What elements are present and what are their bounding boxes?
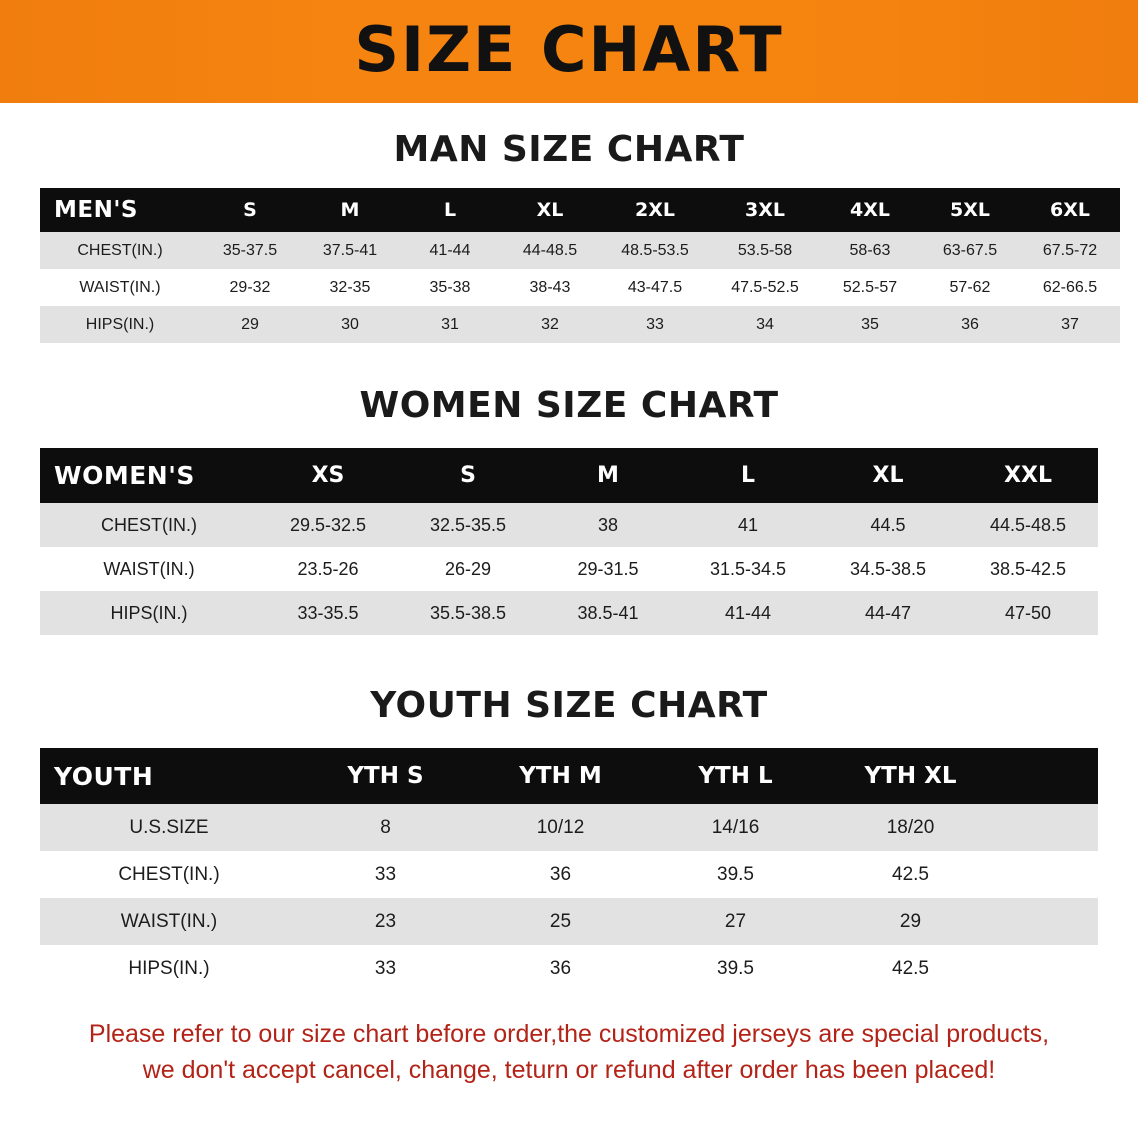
table-row xyxy=(40,306,1120,343)
table-cell: 44.5 xyxy=(818,503,958,547)
table-cell: 35 xyxy=(820,306,920,343)
table-cell: 31.5-34.5 xyxy=(678,547,818,591)
column-header-spacer xyxy=(998,748,1098,804)
column-header: XL xyxy=(818,448,958,503)
table-cell: 62-66.5 xyxy=(1020,269,1120,306)
table-cell: 53.5-58 xyxy=(710,232,820,269)
man-section-heading: MAN SIZE CHART xyxy=(393,129,745,170)
women-size-table-wrapper xyxy=(40,448,1098,635)
table-cell: 29 xyxy=(200,306,300,343)
table-cell: 23 xyxy=(298,898,473,945)
table-cell-spacer xyxy=(998,898,1098,945)
table-cell: 33 xyxy=(600,306,710,343)
table-cell: 36 xyxy=(473,851,648,898)
table-cell: 41-44 xyxy=(400,232,500,269)
table-cell: 58-63 xyxy=(820,232,920,269)
table-cell: 57-62 xyxy=(920,269,1020,306)
table-cell: 44.5-48.5 xyxy=(958,503,1098,547)
table-cell: 10/12 xyxy=(473,804,648,851)
table-cell-spacer xyxy=(998,851,1098,898)
youth-size-table xyxy=(40,748,1098,992)
table-cell-spacer xyxy=(998,945,1098,992)
column-header: WOMEN'S xyxy=(40,448,258,503)
column-header: 2XL xyxy=(600,188,710,232)
table-cell: 39.5 xyxy=(648,945,823,992)
table-row xyxy=(40,591,1098,635)
women-size-table xyxy=(40,448,1098,635)
youth-section-heading: YOUTH SIZE CHART xyxy=(370,685,768,726)
table-row xyxy=(40,945,1098,992)
column-header: 5XL xyxy=(920,188,1020,232)
table-cell: 52.5-57 xyxy=(820,269,920,306)
table-cell-spacer xyxy=(998,804,1098,851)
table-cell: 26-29 xyxy=(398,547,538,591)
column-header: S xyxy=(200,188,300,232)
table-row xyxy=(40,503,1098,547)
column-header: XL xyxy=(500,188,600,232)
table-header-row xyxy=(40,748,1098,804)
column-header: YTH XL xyxy=(823,748,998,804)
column-header: XS xyxy=(258,448,398,503)
man-size-table xyxy=(40,188,1120,343)
disclaimer-line-2: we don't accept cancel, change, teturn or refund after order has been placed! xyxy=(142,1056,996,1085)
man-size-table-wrapper xyxy=(40,188,1098,343)
table-cell: 47.5-52.5 xyxy=(710,269,820,306)
column-header: M xyxy=(538,448,678,503)
table-cell: 41-44 xyxy=(678,591,818,635)
table-cell: 44-47 xyxy=(818,591,958,635)
table-cell: 32 xyxy=(500,306,600,343)
table-cell: 38.5-41 xyxy=(538,591,678,635)
table-cell: 14/16 xyxy=(648,804,823,851)
column-header: 4XL xyxy=(820,188,920,232)
table-cell: 34.5-38.5 xyxy=(818,547,958,591)
table-row xyxy=(40,804,1098,851)
table-row xyxy=(40,547,1098,591)
table-cell: 63-67.5 xyxy=(920,232,1020,269)
table-cell: 39.5 xyxy=(648,851,823,898)
row-label: CHEST(IN.) xyxy=(40,851,298,898)
table-cell: 38.5-42.5 xyxy=(958,547,1098,591)
table-header-row xyxy=(40,188,1120,232)
table-cell: 34 xyxy=(710,306,820,343)
table-cell: 25 xyxy=(473,898,648,945)
table-cell: 29-32 xyxy=(200,269,300,306)
column-header: XXL xyxy=(958,448,1098,503)
table-cell: 29 xyxy=(823,898,998,945)
table-cell: 38-43 xyxy=(500,269,600,306)
disclaimer-line-1: Please refer to our size chart before order,the customized jerseys are special products, xyxy=(88,1020,1050,1048)
table-cell: 33 xyxy=(298,945,473,992)
row-label: U.S.SIZE xyxy=(40,804,298,851)
table-cell: 8 xyxy=(298,804,473,851)
table-cell: 41 xyxy=(678,503,818,547)
row-label: WAIST(IN.) xyxy=(40,898,298,945)
table-row xyxy=(40,269,1120,306)
table-cell: 42.5 xyxy=(823,851,998,898)
row-label: HIPS(IN.) xyxy=(40,591,258,635)
page-title: SIZE CHART xyxy=(354,12,784,86)
table-cell: 37 xyxy=(1020,306,1120,343)
row-label: CHEST(IN.) xyxy=(40,503,258,547)
table-cell: 38 xyxy=(538,503,678,547)
column-header: L xyxy=(400,188,500,232)
column-header: YTH M xyxy=(473,748,648,804)
table-cell: 35-38 xyxy=(400,269,500,306)
table-cell: 18/20 xyxy=(823,804,998,851)
banner xyxy=(0,0,1138,103)
table-cell: 37.5-41 xyxy=(300,232,400,269)
table-cell: 33 xyxy=(298,851,473,898)
table-row xyxy=(40,232,1120,269)
youth-size-table-wrapper xyxy=(40,748,1098,992)
table-cell: 48.5-53.5 xyxy=(600,232,710,269)
table-cell: 36 xyxy=(473,945,648,992)
table-cell: 43-47.5 xyxy=(600,269,710,306)
table-cell: 29.5-32.5 xyxy=(258,503,398,547)
table-cell: 23.5-26 xyxy=(258,547,398,591)
table-row xyxy=(40,851,1098,898)
table-cell: 67.5-72 xyxy=(1020,232,1120,269)
disclaimer-note xyxy=(59,1016,1079,1089)
column-header: YTH S xyxy=(298,748,473,804)
table-cell: 29-31.5 xyxy=(538,547,678,591)
column-header: 3XL xyxy=(710,188,820,232)
column-header: M xyxy=(300,188,400,232)
table-cell: 42.5 xyxy=(823,945,998,992)
table-header-row xyxy=(40,448,1098,503)
women-section-heading: WOMEN SIZE CHART xyxy=(359,385,779,426)
column-header: 6XL xyxy=(1020,188,1120,232)
table-cell: 32.5-35.5 xyxy=(398,503,538,547)
column-header: S xyxy=(398,448,538,503)
row-label: HIPS(IN.) xyxy=(40,945,298,992)
table-cell: 33-35.5 xyxy=(258,591,398,635)
column-header: MEN'S xyxy=(40,188,200,232)
table-cell: 47-50 xyxy=(958,591,1098,635)
column-header: YTH L xyxy=(648,748,823,804)
table-cell: 27 xyxy=(648,898,823,945)
table-cell: 35.5-38.5 xyxy=(398,591,538,635)
table-cell: 31 xyxy=(400,306,500,343)
table-row xyxy=(40,898,1098,945)
column-header: L xyxy=(678,448,818,503)
table-cell: 30 xyxy=(300,306,400,343)
table-cell: 32-35 xyxy=(300,269,400,306)
row-label: CHEST(IN.) xyxy=(40,232,200,269)
table-cell: 44-48.5 xyxy=(500,232,600,269)
column-header: YOUTH xyxy=(40,748,298,804)
row-label: WAIST(IN.) xyxy=(40,547,258,591)
table-cell: 35-37.5 xyxy=(200,232,300,269)
table-cell: 36 xyxy=(920,306,1020,343)
row-label: HIPS(IN.) xyxy=(40,306,200,343)
row-label: WAIST(IN.) xyxy=(40,269,200,306)
